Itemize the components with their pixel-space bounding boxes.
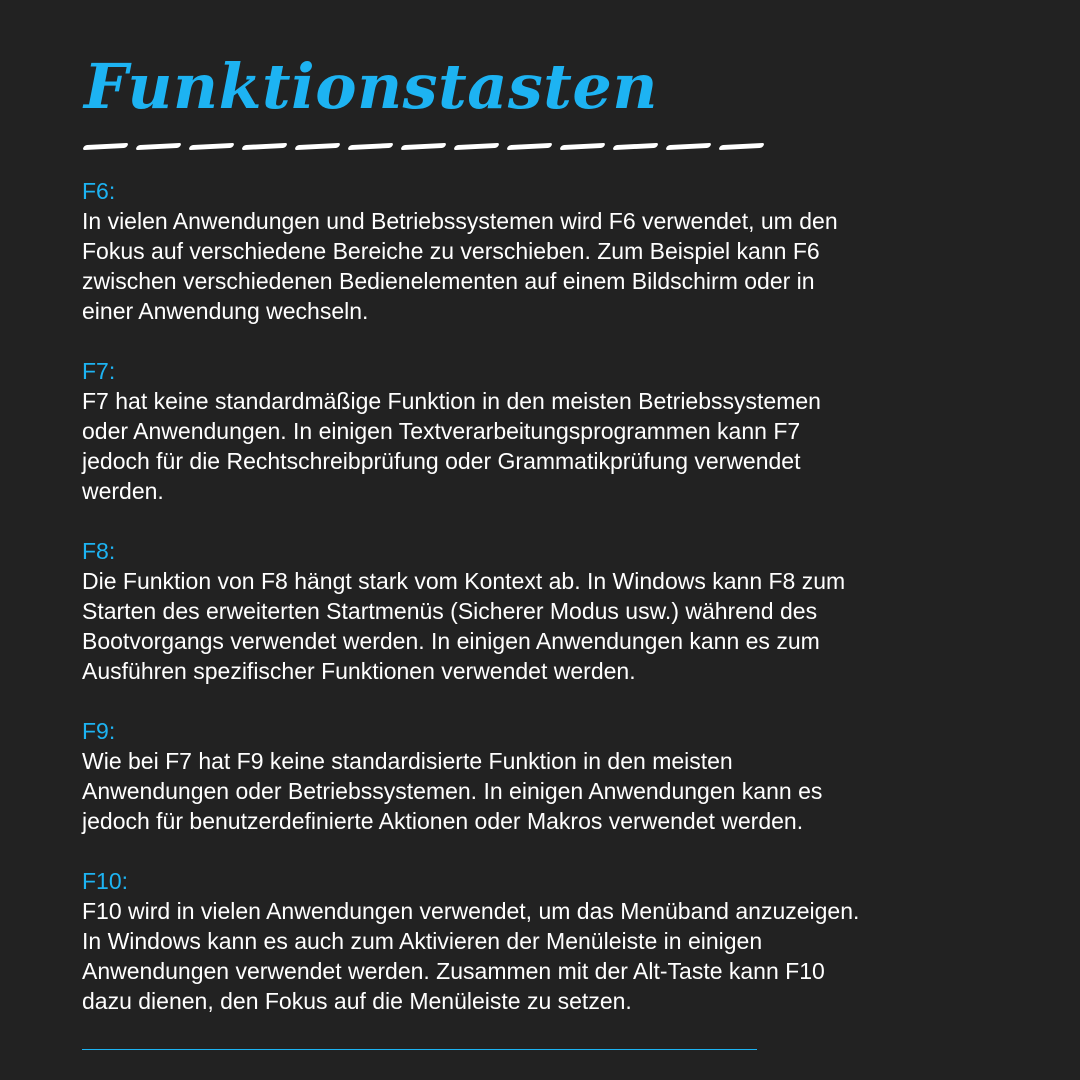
key-description: Die Funktion von F8 hängt stark vom Kontext ab. In Windows kann F8 zum Starten des erweiterten Startmenüs (Sicherer Modus usw.) während des Bootvorgangs verwendet werden. In einigen Anwendungen kann es zum Ausführen spezifischer Funktionen verwendet werden.: [82, 568, 846, 684]
key-label: F6:: [82, 178, 116, 204]
key-description: F7 hat keine standardmäßige Funktion in den meisten Betriebssystemen oder Anwendungen. In einigen Textverarbeitungsprogrammen kann F7 jedoch für die Rechtschreibprüfung oder Grammatikprüfung verwendet werden.: [82, 388, 821, 504]
divider-dash: [241, 143, 288, 150]
divider-dash: [612, 143, 659, 150]
key-description: Wie bei F7 hat F9 keine standardisierte Funktion in den meisten Anwendungen oder Betriebssystemen. In einigen Anwendungen kann es jedoch für benutzerdefinierte Aktionen oder Makros verwendet werden.: [82, 748, 823, 834]
section-f6: [82, 176, 1032, 326]
key-label: F10:: [82, 868, 129, 894]
divider-dash: [665, 143, 712, 150]
section-f9: [82, 716, 1032, 836]
key-label: F9:: [82, 718, 116, 744]
key-description: F10 wird in vielen Anwendungen verwendet, um das Menüband anzuzeigen. In Windows kann es auch zum Aktivieren der Menüleiste in einigen Anwendungen verwendet werden. Zusammen mit der Alt-Taste kann F10 dazu dienen, den Fokus auf die Menüleiste zu setzen.: [82, 898, 860, 1014]
divider-dash: [347, 143, 394, 150]
divider-dash: [453, 143, 500, 150]
function-key-list: [82, 176, 1032, 1046]
divider-dash: [188, 143, 235, 150]
divider-dash: [400, 143, 447, 150]
divider-dash: [82, 143, 129, 150]
divider-dash: [506, 143, 553, 150]
section-f8: [82, 536, 1032, 686]
bottom-divider: [82, 1049, 757, 1050]
divider-dash: [559, 143, 606, 150]
divider-dash: [718, 143, 765, 150]
divider-dash: [294, 143, 341, 150]
key-description: In vielen Anwendungen und Betriebssystemen wird F6 verwendet, um den Fokus auf verschiedene Bereiche zu verschieben. Zum Beispiel kann F6 zwischen verschiedenen Bedienelementen auf einem Bildschirm oder in einer Anwendung wechseln.: [82, 208, 838, 324]
key-label: F7:: [82, 358, 116, 384]
key-label: F8:: [82, 538, 116, 564]
page-title: Funktionstasten: [84, 50, 658, 123]
title-divider: [84, 141, 763, 153]
divider-dash: [135, 143, 182, 150]
section-f7: [82, 356, 1032, 506]
section-f10: [82, 866, 1032, 1016]
